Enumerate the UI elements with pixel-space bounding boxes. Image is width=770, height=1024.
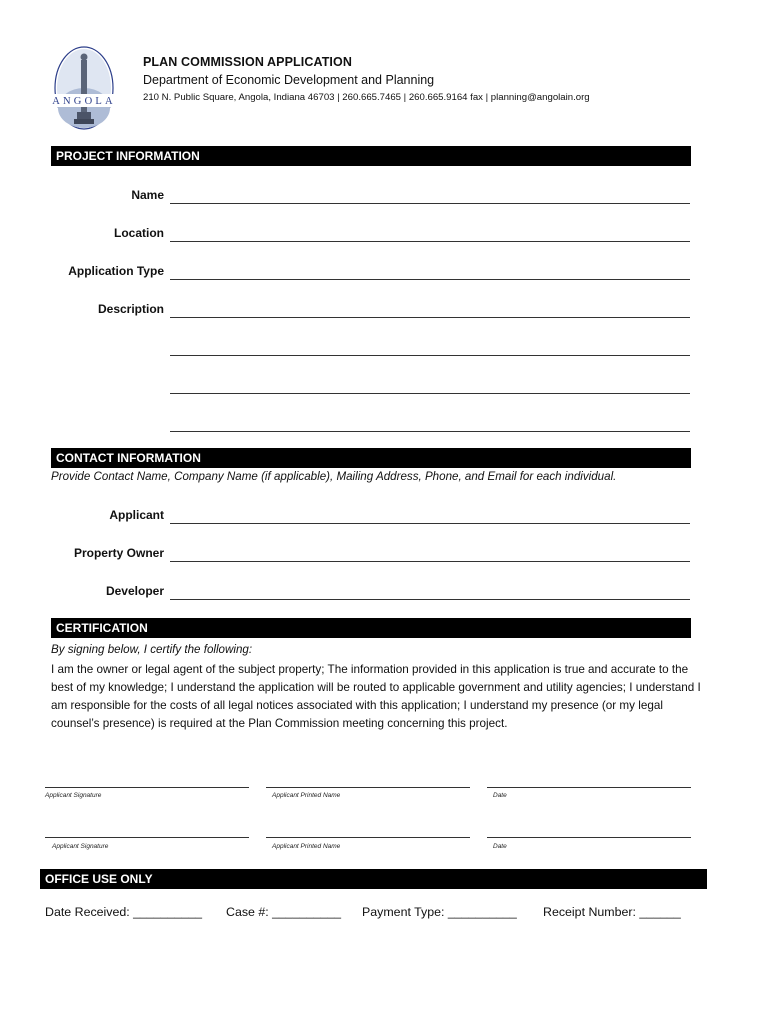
contact-information-heading: CONTACT INFORMATION (51, 448, 691, 468)
description-label: Description (97, 302, 164, 316)
description-field-line-4[interactable] (170, 431, 690, 432)
applicant-label: Applicant (109, 508, 164, 522)
date-caption: Date (493, 792, 507, 799)
date-line[interactable] (487, 837, 691, 838)
printed-name-line[interactable] (266, 787, 470, 788)
certification-statement: I am the owner or legal agent of the subject property; The information provided in this application is true and accurate to the best of my knowledge; I understand the application will be routed to applicable government and utility agencies; I understand I am responsible for the costs of all legal notices associated with this application; I understand my presence (or my legal counsel’s presence) is required at the Plan Commission meeting concerning this project. (51, 663, 701, 730)
date-line[interactable] (487, 787, 691, 788)
location-field[interactable] (170, 241, 690, 242)
certification-intro: By signing below, I certify the following: (51, 643, 253, 656)
description-field-line-2[interactable] (170, 355, 690, 356)
department-name: Department of Economic Development and Planning (143, 73, 435, 87)
project-information-heading: PROJECT INFORMATION (51, 146, 691, 166)
signature-line[interactable] (45, 787, 249, 788)
property-owner-field[interactable] (170, 561, 690, 562)
logo-wordmark: ANGOLA (52, 96, 116, 107)
signature-line[interactable] (45, 837, 249, 838)
signature-caption: Applicant Signature (45, 792, 102, 799)
office-use-only-heading: OFFICE USE ONLY (40, 869, 707, 889)
developer-field[interactable] (170, 599, 690, 600)
printed-name-caption: Applicant Printed Name (272, 792, 341, 799)
applicant-field[interactable] (170, 523, 690, 524)
case-number-field: Case #: __________ (226, 905, 342, 919)
location-label: Location (114, 226, 164, 240)
form-title: PLAN COMMISSION APPLICATION (143, 55, 352, 69)
certification-heading: CERTIFICATION (51, 618, 691, 638)
name-field[interactable] (170, 203, 690, 204)
angola-logo (44, 44, 124, 132)
date-caption: Date (493, 843, 507, 850)
printed-name-line[interactable] (266, 837, 470, 838)
signature-caption: Applicant Signature (52, 843, 109, 850)
date-received-field: Date Received: __________ (45, 905, 203, 919)
developer-label: Developer (105, 584, 164, 598)
description-field-line-1[interactable] (170, 317, 690, 318)
description-field-line-3[interactable] (170, 393, 690, 394)
property-owner-label: Property Owner (73, 546, 164, 560)
contact-instructions: Provide Contact Name, Company Name (if applicable), Mailing Address, Phone, and Email for each individual. (51, 470, 617, 483)
name-label: Name (131, 188, 164, 202)
contact-address: 210 N. Public Square, Angola, Indiana 46703 | 260.665.7465 | 260.665.9164 fax | planning@angolain.org (143, 92, 590, 103)
application-type-label: Application Type (68, 264, 164, 278)
receipt-number-field: Receipt Number: ______ (543, 905, 681, 919)
printed-name-caption: Applicant Printed Name (272, 843, 341, 850)
application-type-field[interactable] (170, 279, 690, 280)
payment-type-field: Payment Type: __________ (362, 905, 517, 919)
